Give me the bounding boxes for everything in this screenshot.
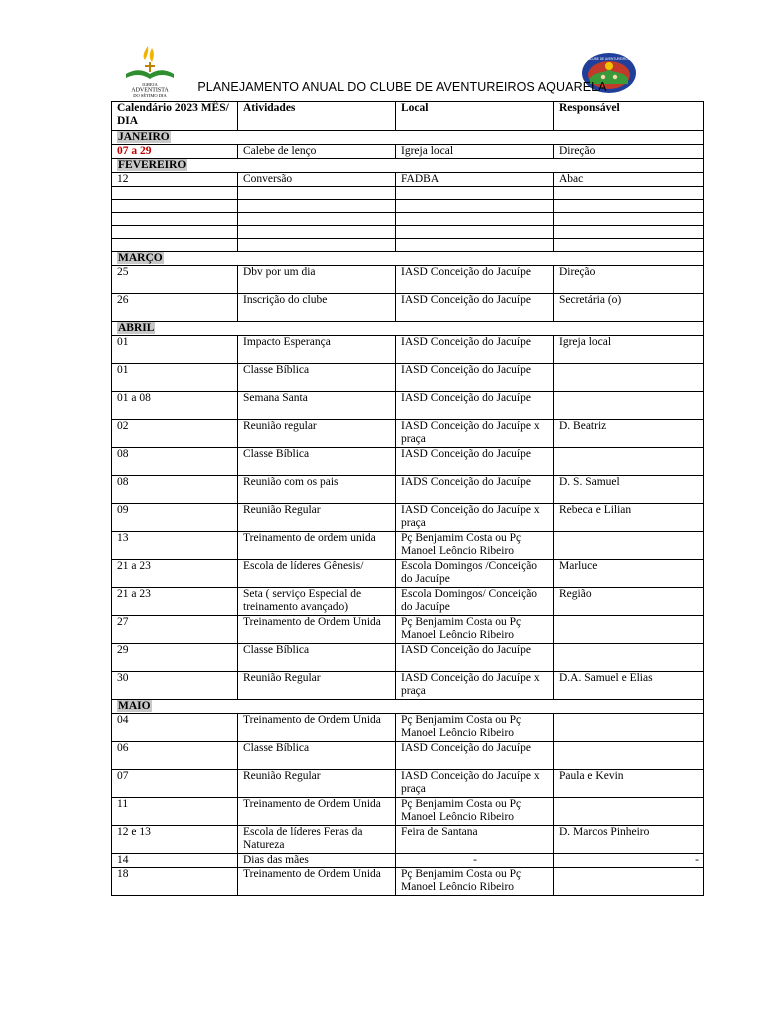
badge-text: CLUBE DE AVENTUREIROS — [588, 57, 630, 61]
cell-responsible: D. S. Samuel — [554, 476, 704, 504]
table-row — [112, 448, 704, 476]
cell-responsible — [554, 868, 704, 896]
table-row — [112, 742, 704, 770]
table-row — [112, 588, 704, 616]
cell-activity: Treinamento de Ordem Unida — [238, 868, 396, 896]
cell-date: 01 a 08 — [112, 392, 238, 420]
cell-date: 01 — [112, 364, 238, 392]
cell-location: Pç Benjamim Costa ou Pç Manoel Leôncio Ribeiro — [396, 714, 554, 742]
cell-location: IADS Conceição do Jacuípe — [396, 476, 554, 504]
cell-activity: Reunião Regular — [238, 672, 396, 700]
cell-responsible — [554, 742, 704, 770]
cell-location: Pç Benjamim Costa ou Pç Manoel Leôncio Ribeiro — [396, 868, 554, 896]
empty-cell — [238, 239, 396, 252]
month-cell — [112, 159, 704, 173]
table-row — [112, 294, 704, 322]
cell-date: 12 — [112, 173, 238, 187]
cell-activity: Classe Bíblica — [238, 644, 396, 672]
logo-text-igreja: IGREJA — [142, 82, 158, 87]
month-label: ABRIL — [118, 322, 155, 334]
cell-date: 29 — [112, 644, 238, 672]
month-row — [112, 159, 704, 173]
empty-cell — [554, 239, 704, 252]
cell-responsible — [554, 448, 704, 476]
cell-date: 02 — [112, 420, 238, 448]
cell-activity: Dias das mães — [238, 854, 396, 868]
cell-responsible: D.A. Samuel e Elias — [554, 672, 704, 700]
cell-location: Escola Domingos/ Conceição do Jacuípe — [396, 588, 554, 616]
table-row — [112, 392, 704, 420]
cell-location: Pç Benjamim Costa ou Pç Manoel Leôncio Ribeiro — [396, 532, 554, 560]
cell-activity: Treinamento de Ordem Unida — [238, 798, 396, 826]
header-location: Local — [396, 102, 554, 131]
cell-responsible: Direção — [554, 266, 704, 294]
cell-date: 12 e 13 — [112, 826, 238, 854]
cell-activity: Classe Bíblica — [238, 364, 396, 392]
cell-responsible: Direção — [554, 145, 704, 159]
month-cell — [112, 252, 704, 266]
month-row — [112, 252, 704, 266]
empty-cell — [112, 187, 238, 200]
cell-date: 13 — [112, 532, 238, 560]
cell-date: 21 a 23 — [112, 588, 238, 616]
cell-activity: Conversão — [238, 173, 396, 187]
table-row — [112, 504, 704, 532]
table-row — [112, 616, 704, 644]
empty-cell — [554, 187, 704, 200]
month-cell — [112, 322, 704, 336]
table-row — [112, 714, 704, 742]
cell-location: IASD Conceição do Jacuípe x praça — [396, 770, 554, 798]
cell-date: 08 — [112, 476, 238, 504]
empty-cell — [238, 226, 396, 239]
cell-date: 11 — [112, 798, 238, 826]
table-row — [112, 672, 704, 700]
table-row — [112, 644, 704, 672]
month-cell — [112, 700, 704, 714]
cell-responsible: Paula e Kevin — [554, 770, 704, 798]
empty-cell — [396, 239, 554, 252]
cell-activity: Classe Bíblica — [238, 448, 396, 476]
cell-date: 26 — [112, 294, 238, 322]
cell-location: IASD Conceição do Jacuípe — [396, 294, 554, 322]
table-row — [112, 560, 704, 588]
header-activity: Atividades — [238, 102, 396, 131]
month-cell — [112, 131, 704, 145]
table-row — [112, 336, 704, 364]
cell-responsible: D. Marcos Pinheiro — [554, 826, 704, 854]
empty-cell — [238, 213, 396, 226]
cell-date: 09 — [112, 504, 238, 532]
adventist-church-logo — [118, 44, 182, 98]
cell-location: Pç Benjamim Costa ou Pç Manoel Leôncio Ribeiro — [396, 616, 554, 644]
table-row — [112, 868, 704, 896]
empty-cell — [112, 200, 238, 213]
cell-responsible: Rebeca e Lilian — [554, 504, 704, 532]
empty-cell — [112, 239, 238, 252]
cell-activity: Classe Bíblica — [238, 742, 396, 770]
table-row — [112, 826, 704, 854]
cell-activity: Treinamento de ordem unida — [238, 532, 396, 560]
cell-activity: Escola de líderes Feras da Natureza — [238, 826, 396, 854]
header-responsible: Responsável — [554, 102, 704, 131]
empty-cell — [238, 187, 396, 200]
cell-location: Feira de Santana — [396, 826, 554, 854]
cell-responsible: Secretária (o) — [554, 294, 704, 322]
cell-location: IASD Conceição do Jacuípe — [396, 392, 554, 420]
cell-date: 07 a 29 — [112, 145, 238, 159]
cell-responsible — [554, 616, 704, 644]
logo-text-setimo-dia: DO SÉTIMO DIA — [133, 93, 167, 98]
cell-activity: Impacto Esperança — [238, 336, 396, 364]
cell-responsible: Abac — [554, 173, 704, 187]
cell-location: Escola Domingos /Conceição do Jacuípe — [396, 560, 554, 588]
cell-date: 14 — [112, 854, 238, 868]
table-row — [112, 266, 704, 294]
logo-text-adventista: ADVENTISTA — [131, 87, 169, 94]
cell-responsible — [554, 644, 704, 672]
cell-responsible — [554, 798, 704, 826]
empty-row — [112, 226, 704, 239]
cell-activity: Calebe de lenço — [238, 145, 396, 159]
empty-cell — [554, 200, 704, 213]
cell-activity: Treinamento de Ordem Unida — [238, 616, 396, 644]
cell-date: 21 a 23 — [112, 560, 238, 588]
cell-location: IASD Conceição do Jacuípe x praça — [396, 504, 554, 532]
header-date: Calendário 2023 MÊS/ DIA — [112, 102, 238, 131]
cell-activity: Dbv por um dia — [238, 266, 396, 294]
cell-date: 06 — [112, 742, 238, 770]
cell-activity: Reunião Regular — [238, 770, 396, 798]
cell-location: IASD Conceição do Jacuípe — [396, 742, 554, 770]
cell-date: 01 — [112, 336, 238, 364]
cell-responsible — [554, 364, 704, 392]
empty-cell — [396, 213, 554, 226]
cell-responsible — [554, 532, 704, 560]
cell-responsible — [554, 714, 704, 742]
table-row — [112, 476, 704, 504]
cell-location: IASD Conceição do Jacuípe — [396, 266, 554, 294]
table-row — [112, 420, 704, 448]
month-label: FEVEREIRO — [118, 159, 187, 171]
table-row — [112, 770, 704, 798]
cell-date: 07 — [112, 770, 238, 798]
annual-plan-table — [111, 101, 704, 896]
cell-activity: Seta ( serviço Especial de treinamento avançado) — [238, 588, 396, 616]
table-header-row — [112, 102, 704, 131]
empty-row — [112, 200, 704, 213]
table-row — [112, 532, 704, 560]
cell-activity: Reunião com os pais — [238, 476, 396, 504]
cell-location: - — [396, 854, 554, 868]
cell-responsible: D. Beatriz — [554, 420, 704, 448]
cell-location: IASD Conceição do Jacuípe — [396, 364, 554, 392]
empty-row — [112, 187, 704, 200]
empty-cell — [396, 200, 554, 213]
cell-activity: Semana Santa — [238, 392, 396, 420]
page-title: PLANEJAMENTO ANUAL DO CLUBE DE AVENTUREIROS AQUARELA — [197, 80, 607, 94]
cell-location: FADBA — [396, 173, 554, 187]
cell-responsible: Igreja local — [554, 336, 704, 364]
cell-location: Pç Benjamim Costa ou Pç Manoel Leôncio Ribeiro — [396, 798, 554, 826]
month-row — [112, 700, 704, 714]
cell-date: 04 — [112, 714, 238, 742]
cell-location: IASD Conceição do Jacuípe — [396, 644, 554, 672]
empty-cell — [396, 187, 554, 200]
cell-location: IASD Conceição do Jacuípe — [396, 336, 554, 364]
empty-cell — [554, 213, 704, 226]
cell-date: 18 — [112, 868, 238, 896]
cell-location: IASD Conceição do Jacuípe — [396, 448, 554, 476]
table-row — [112, 798, 704, 826]
empty-row — [112, 239, 704, 252]
cell-activity: Escola de líderes Gênesis/ — [238, 560, 396, 588]
cell-responsible: Região — [554, 588, 704, 616]
cell-activity: Reunião Regular — [238, 504, 396, 532]
empty-cell — [554, 226, 704, 239]
table-row — [112, 145, 704, 159]
month-label: MARÇO — [118, 252, 163, 264]
cell-responsible: Marluce — [554, 560, 704, 588]
empty-cell — [396, 226, 554, 239]
cell-date: 30 — [112, 672, 238, 700]
table-row — [112, 173, 704, 187]
cell-responsible: - — [554, 854, 704, 868]
cell-date: 08 — [112, 448, 238, 476]
empty-cell — [112, 226, 238, 239]
month-row — [112, 322, 704, 336]
cell-location: Igreja local — [396, 145, 554, 159]
table-row — [112, 854, 704, 868]
empty-cell — [112, 213, 238, 226]
month-label: JANEIRO — [118, 131, 170, 143]
cell-activity: Reunião regular — [238, 420, 396, 448]
cell-date: 27 — [112, 616, 238, 644]
cell-responsible — [554, 392, 704, 420]
cell-location: IASD Conceição do Jacuípe x praça — [396, 420, 554, 448]
table-row — [112, 364, 704, 392]
cell-activity: Inscrição do clube — [238, 294, 396, 322]
month-row — [112, 131, 704, 145]
cell-activity: Treinamento de Ordem Unida — [238, 714, 396, 742]
empty-cell — [238, 200, 396, 213]
empty-row — [112, 213, 704, 226]
cell-location: IASD Conceição do Jacuípe x praça — [396, 672, 554, 700]
cell-date: 25 — [112, 266, 238, 294]
month-label: MAIO — [118, 700, 151, 712]
